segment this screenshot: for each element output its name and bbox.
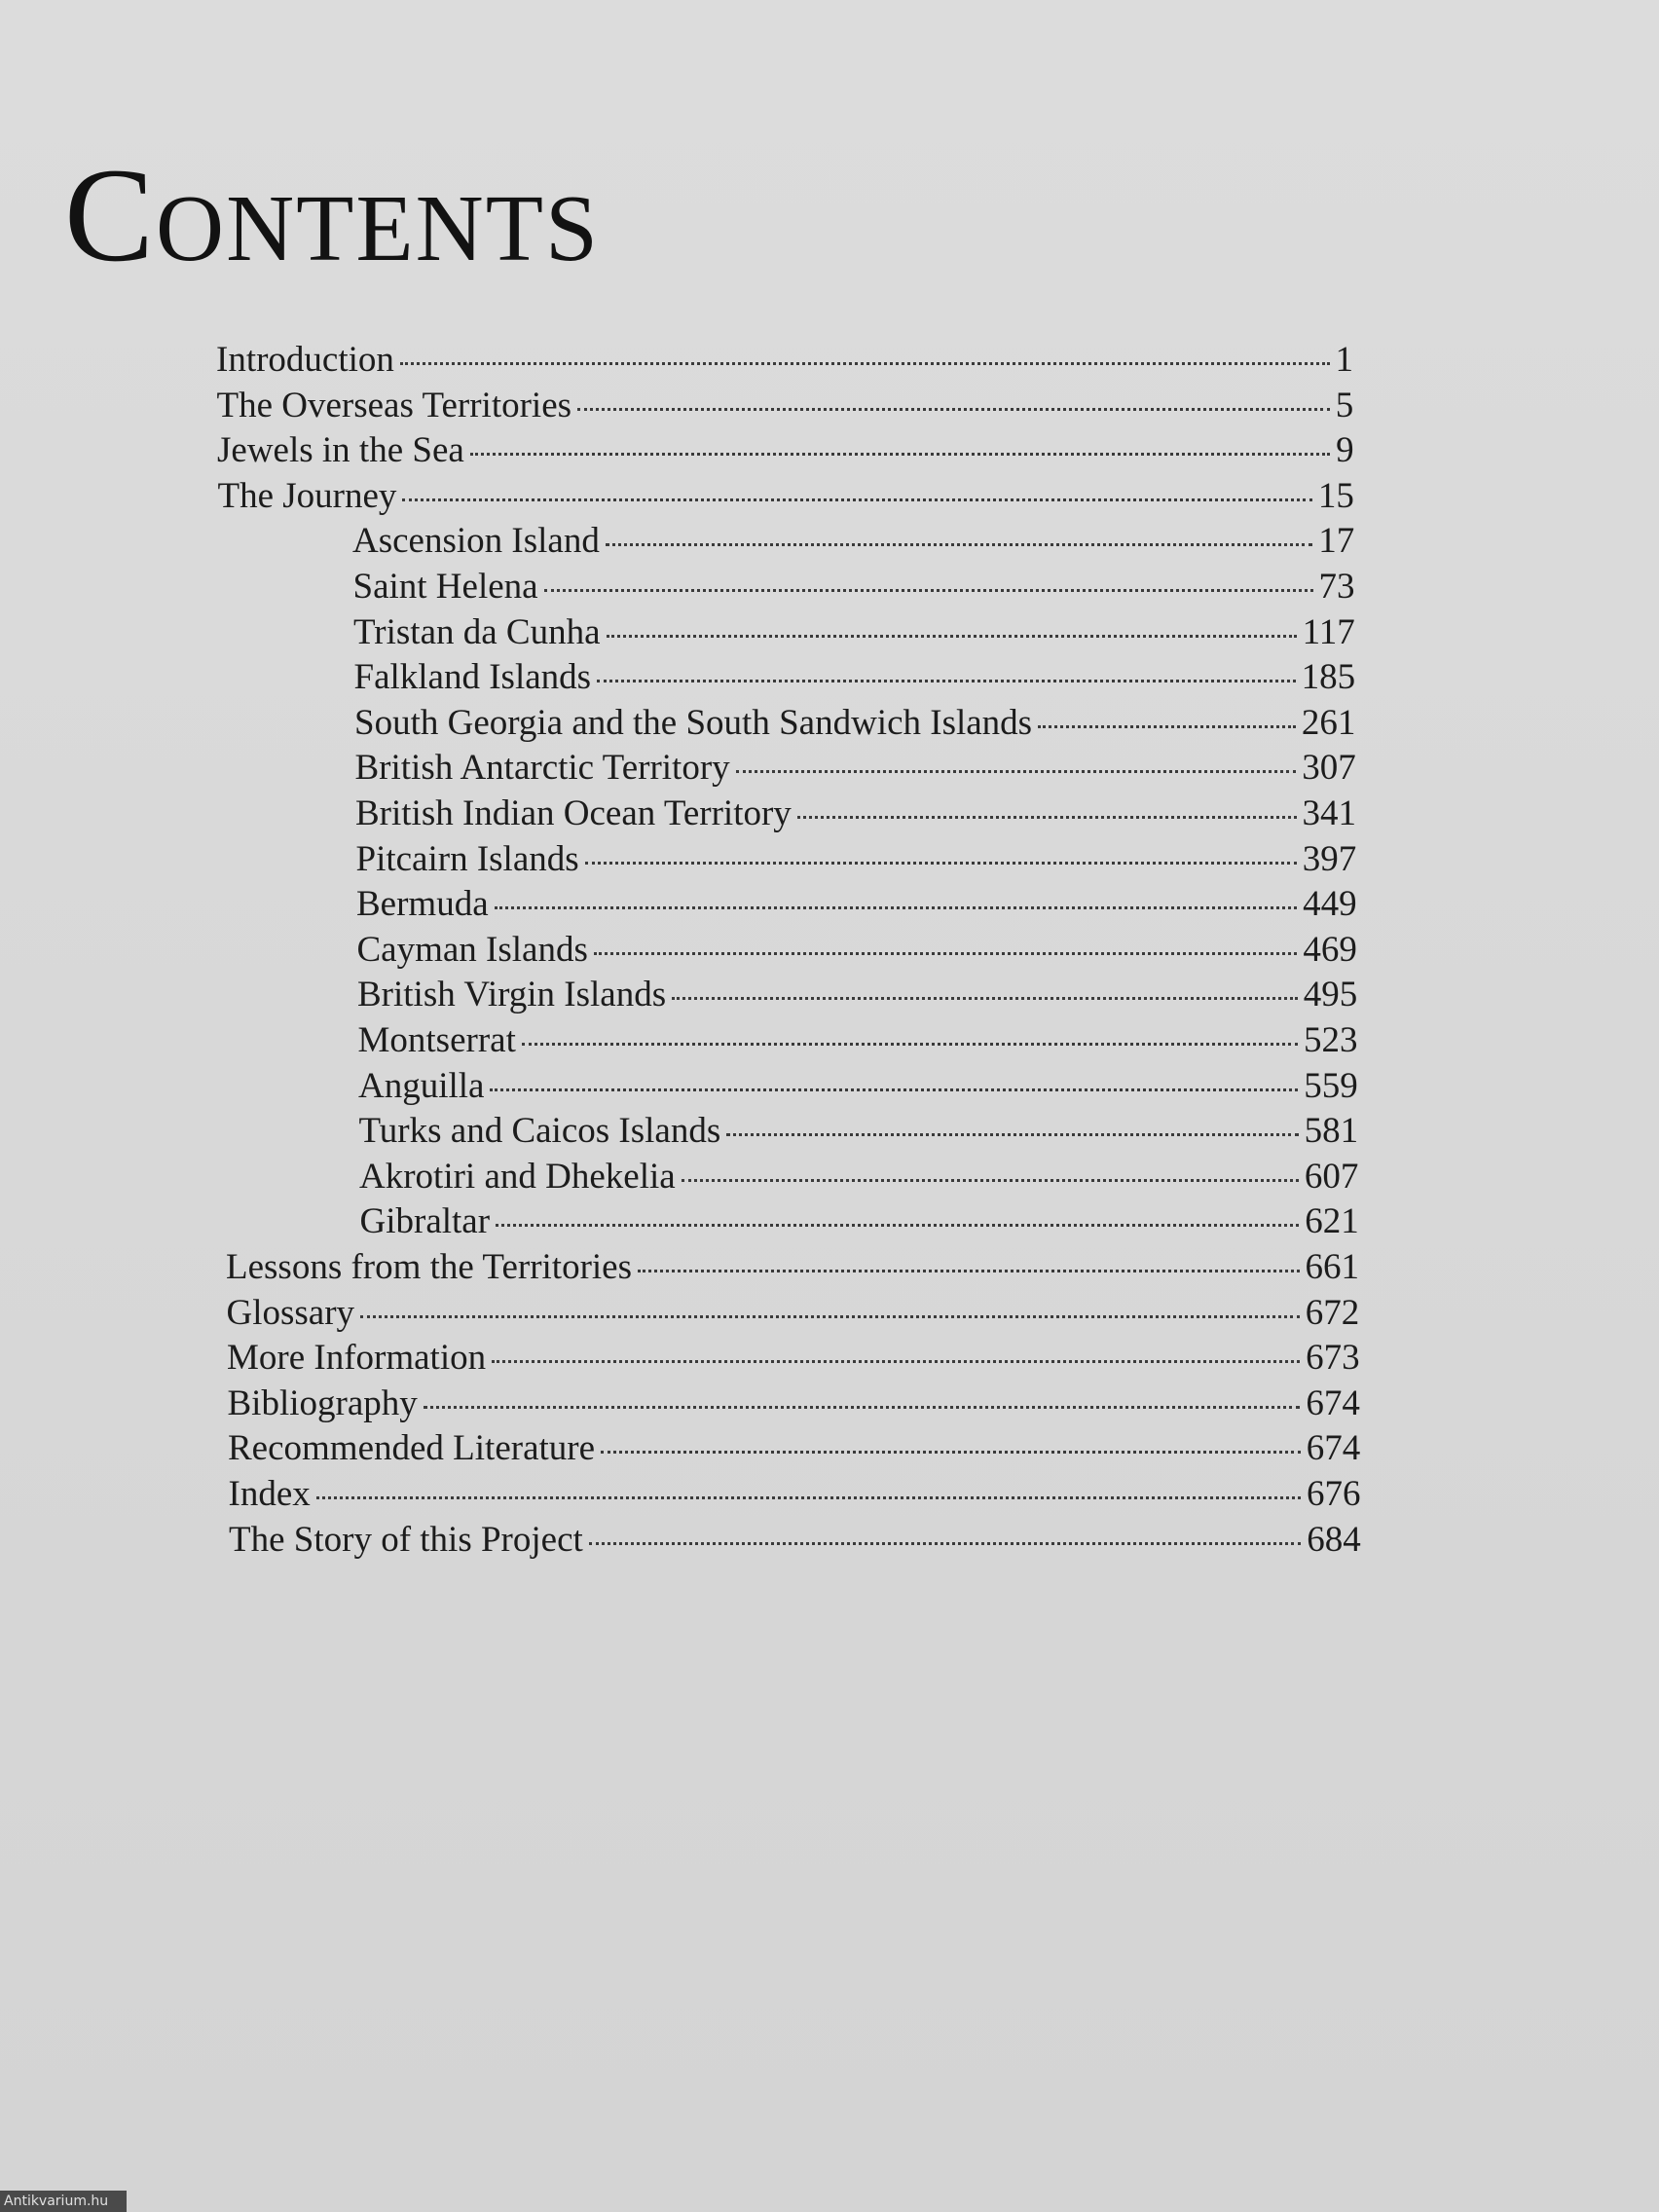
toc-entry [355, 747, 1356, 790]
dot-leader [360, 1315, 1300, 1318]
toc-entry-page-number: 621 [1305, 1201, 1359, 1241]
toc-entry [352, 520, 1354, 563]
toc-entry-label: Anguilla [358, 1066, 485, 1106]
toc-entry-page-number: 341 [1302, 793, 1356, 833]
dot-leader [495, 906, 1297, 909]
toc-entry [227, 1292, 1360, 1335]
toc-entry [359, 1110, 1359, 1153]
toc-entry-page-number: 684 [1307, 1520, 1361, 1560]
dot-leader [736, 770, 1297, 773]
watermark: Antikvarium.hu [0, 2191, 127, 2212]
toc-entry [353, 611, 1355, 654]
toc-entry-page-number: 673 [1306, 1338, 1360, 1378]
toc-entry-page-number: 15 [1317, 476, 1354, 516]
toc-entry-label: Gibraltar [359, 1201, 491, 1241]
toc-entry-label: Akrotiri and Dhekelia [359, 1157, 676, 1197]
toc-entry [354, 656, 1356, 699]
toc-entry-page-number: 607 [1304, 1157, 1359, 1197]
toc-entry-label: Falkland Islands [353, 657, 592, 697]
toc-entry-page-number: 307 [1302, 748, 1356, 788]
toc-entry-label: The Overseas Territories [216, 386, 572, 425]
toc-entry [228, 1382, 1360, 1425]
toc-entry [355, 793, 1356, 835]
toc-entry [359, 1156, 1358, 1198]
toc-entry-page-number: 449 [1303, 884, 1357, 924]
toc-entry [357, 929, 1357, 972]
dot-leader [672, 997, 1298, 1000]
toc-entry-page-number: 523 [1304, 1020, 1358, 1060]
toc-entry-label: Montserrat [357, 1020, 516, 1060]
toc-entry-label: British Indian Ocean Territory [355, 793, 792, 833]
toc-entry-label: Bermuda [356, 884, 489, 924]
dot-leader [597, 680, 1296, 682]
dot-leader [316, 1496, 1301, 1499]
dot-leader [544, 589, 1313, 592]
dot-leader [1038, 725, 1296, 728]
toc-entry-page-number: 73 [1318, 567, 1355, 607]
toc-entry-label: The Story of this Project [229, 1520, 583, 1560]
toc-entry [217, 429, 1354, 472]
toc-entry-label: Pitcairn Islands [355, 839, 579, 879]
dot-leader [490, 1088, 1298, 1091]
dot-leader [726, 1133, 1298, 1136]
toc-entry [356, 883, 1357, 926]
toc-entry-page-number: 672 [1305, 1293, 1360, 1333]
dot-leader [606, 543, 1312, 546]
toc-entry-label: Turks and Caicos Islands [358, 1111, 721, 1151]
toc-entry-page-number: 9 [1336, 430, 1354, 470]
toc-entry-label: Jewels in the Sea [217, 430, 464, 470]
toc-entry-label: British Virgin Islands [357, 975, 667, 1014]
page-title: Contents [64, 140, 600, 289]
toc-entry [217, 385, 1354, 427]
dot-leader [470, 453, 1330, 456]
toc-entry [354, 702, 1355, 745]
toc-entry-page-number: 559 [1304, 1066, 1358, 1106]
toc-entry-label: Index [228, 1474, 311, 1514]
toc-entry [229, 1519, 1361, 1562]
dot-leader [424, 1406, 1301, 1409]
toc-entry [360, 1200, 1359, 1243]
toc-entry [229, 1473, 1361, 1516]
dot-leader [492, 1360, 1300, 1363]
dot-leader [585, 862, 1297, 865]
dot-leader [400, 362, 1330, 365]
toc-entry [353, 566, 1355, 608]
dot-leader [577, 408, 1330, 411]
toc-entry [216, 339, 1353, 382]
dot-leader [594, 952, 1298, 955]
toc-entry-page-number: 185 [1301, 657, 1356, 697]
toc-entry-label: Cayman Islands [356, 930, 588, 970]
toc-entry-label: Glossary [226, 1293, 355, 1333]
toc-entry [226, 1246, 1359, 1289]
toc-entry-page-number: 5 [1335, 386, 1354, 425]
toc-entry-page-number: 674 [1306, 1383, 1360, 1423]
toc-entry-label: Bibliography [227, 1383, 418, 1423]
toc-entry [218, 475, 1354, 518]
dot-leader [601, 1451, 1301, 1454]
dot-leader [638, 1270, 1300, 1272]
toc-entry-page-number: 261 [1301, 703, 1356, 743]
toc-entry [228, 1427, 1360, 1470]
toc-entry-page-number: 117 [1302, 612, 1355, 652]
toc-entry-page-number: 674 [1306, 1428, 1361, 1468]
dot-leader [522, 1043, 1298, 1046]
toc-entry-page-number: 17 [1318, 521, 1355, 561]
dot-leader [496, 1224, 1299, 1227]
toc-entry-label: Lessons from the Territories [226, 1247, 632, 1287]
toc-entry-label: More Information [227, 1338, 487, 1378]
toc-entry-label: Recommended Literature [228, 1428, 596, 1468]
toc-entry-label: The Journey [217, 476, 397, 516]
toc-entry-page-number: 397 [1302, 839, 1357, 879]
toc-entry-page-number: 495 [1303, 975, 1358, 1014]
toc-entry-page-number: 676 [1307, 1474, 1361, 1514]
toc-entry-label: Ascension Island [352, 521, 600, 561]
toc-entry-page-number: 661 [1305, 1247, 1359, 1287]
toc-entry-label: Introduction [216, 340, 394, 380]
toc-entry-label: Tristan da Cunha [353, 612, 601, 652]
dot-leader [797, 816, 1297, 819]
toc-entry [356, 838, 1357, 881]
toc-entry-label: British Antarctic Territory [354, 748, 730, 788]
toc-entry [227, 1337, 1360, 1380]
toc-entry-page-number: 581 [1304, 1111, 1359, 1151]
toc-entry-label: Saint Helena [352, 567, 538, 607]
dot-leader [589, 1542, 1302, 1545]
toc-entry [357, 974, 1357, 1016]
toc-entry [358, 1019, 1358, 1062]
toc-entry-page-number: 469 [1303, 930, 1357, 970]
dot-leader [682, 1179, 1299, 1182]
toc-entry-label: South Georgia and the South Sandwich Islands [354, 703, 1033, 743]
toc-entry [358, 1065, 1358, 1108]
dot-leader [607, 635, 1297, 638]
toc-entry-page-number: 1 [1335, 340, 1353, 380]
dot-leader [402, 498, 1311, 501]
